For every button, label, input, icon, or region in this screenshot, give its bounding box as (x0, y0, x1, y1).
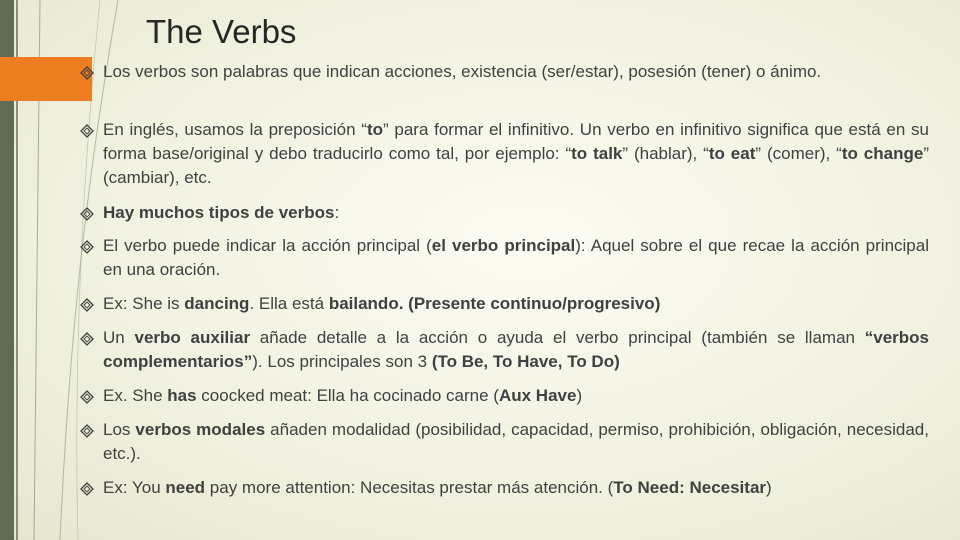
list-item-text: Ex. She has coocked meat: Ella ha cocinado carne (Aux Have) (103, 386, 583, 405)
slide-title: The Verbs (146, 13, 297, 50)
list-item-text: Ex: You need pay more attention: Necesitas prestar más atención. (To Need: Necesitar) (103, 478, 772, 497)
list-item-text: El verbo puede indicar la acción principal (el verbo principal): Aquel sobre el que recae la acción principal en una oración. (103, 236, 929, 279)
diamond-bullet-icon (80, 298, 94, 312)
diamond-bullet-icon (80, 240, 94, 254)
diamond-bullet-icon (80, 424, 94, 438)
list-item-text: Ex: She is dancing. Ella está bailando. (Presente continuo/progresivo) (103, 294, 661, 313)
list-item-text: Los verbos modales añaden modalidad (posibilidad, capacidad, permiso, prohibición, obligación, necesidad, etc.). (103, 420, 929, 463)
diamond-bullet-icon (80, 124, 94, 138)
diamond-bullet-icon (80, 390, 94, 404)
list-item-text: En inglés, usamos la preposición “to” para formar el infinitivo. Un verbo en infinitivo significa que está en su forma base/original y debo traducirlo como tal, por ejemplo: “to talk” (hablar), “to eat” (comer), “to change” (cambiar), etc. (103, 120, 929, 187)
diamond-bullet-icon (80, 66, 94, 80)
title-accent-bar (0, 57, 92, 101)
diamond-bullet-icon (80, 482, 94, 496)
list-item-text: Un verbo auxiliar añade detalle a la acción o ayuda el verbo principal (también se llaman “verbos complementarios”). Los principales son 3 (To Be, To Have, To Do) (103, 328, 929, 371)
list-item-text: Los verbos son palabras que indican acciones, existencia (ser/estar), posesión (tener) o ánimo. (103, 62, 822, 81)
diamond-bullet-icon (80, 207, 94, 221)
list-item-text: Hay muchos tipos de verbos: (103, 203, 340, 222)
diamond-bullet-icon (80, 332, 94, 346)
